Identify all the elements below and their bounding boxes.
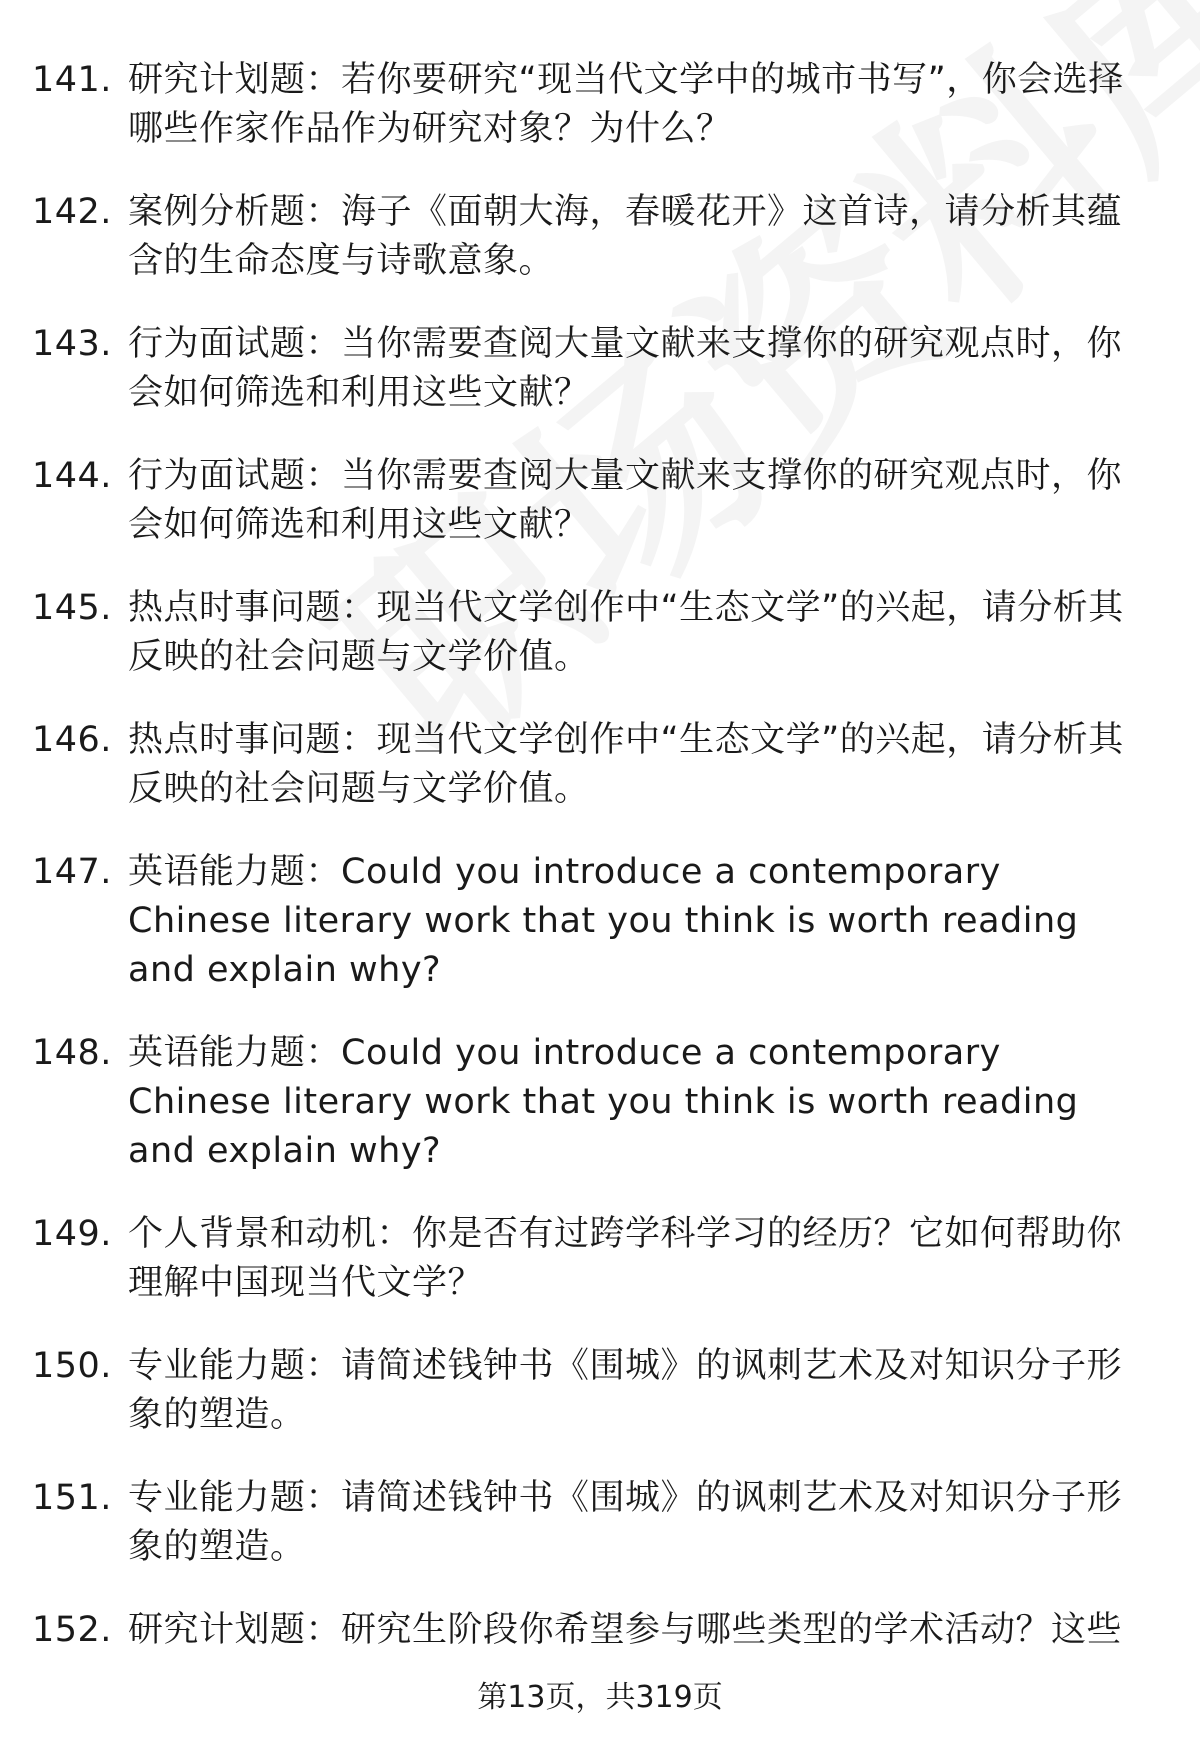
question-text: 热点时事问题：现当代文学创作中“生态文学”的兴起，请分析其反映的社会问题与文学价值。 [128, 588, 1124, 677]
question-number: 146. [32, 720, 112, 760]
list-item [32, 1474, 1142, 1572]
page-footer: 第13页，共319页 [477, 1680, 723, 1715]
question-text: 研究计划题：研究生阶段你希望参与哪些类型的学术活动？这些 [128, 1610, 1123, 1650]
question-number: 148. [32, 1033, 112, 1073]
list-item [32, 188, 1142, 286]
question-text: 行为面试题：当你需要查阅大量文献来支撑你的研究观点时，你会如何筛选和利用这些文献？ [128, 324, 1123, 413]
question-text: 专业能力题：请简述钱钟书《围城》的讽刺艺术及对知识分子形象的塑造。 [128, 1478, 1123, 1567]
question-number: 151. [32, 1478, 112, 1518]
question-text: 行为面试题：当你需要查阅大量文献来支撑你的研究观点时，你会如何筛选和利用这些文献？ [128, 456, 1123, 545]
question-number: 141. [32, 60, 112, 100]
list-item [32, 320, 1142, 418]
list-item [32, 1210, 1142, 1308]
question-number: 152. [32, 1610, 112, 1650]
list-item [32, 1342, 1142, 1440]
question-text: 英语能力题：Could you introduce a contemporary Chinese literary work that you think is worth reading and explain why? [128, 852, 1079, 990]
question-number: 142. [32, 192, 112, 232]
list-item [32, 56, 1142, 154]
list-item [32, 584, 1142, 682]
question-text: 英语能力题：Could you introduce a contemporary Chinese literary work that you think is worth reading and explain why? [128, 1033, 1079, 1171]
list-item [32, 716, 1142, 814]
question-number: 147. [32, 852, 112, 892]
question-text: 个人背景和动机：你是否有过跨学科学习的经历？它如何帮助你理解中国现当代文学？ [128, 1214, 1123, 1303]
question-number: 149. [32, 1214, 112, 1254]
question-text: 热点时事问题：现当代文学创作中“生态文学”的兴起，请分析其反映的社会问题与文学价值。 [128, 720, 1124, 809]
question-text: 案例分析题：海子《面朝大海，春暖花开》这首诗，请分析其蕴含的生命态度与诗歌意象。 [128, 192, 1123, 281]
list-item [32, 1029, 1142, 1176]
list-item [32, 848, 1142, 995]
question-number: 143. [32, 324, 112, 364]
question-number: 150. [32, 1346, 112, 1386]
question-text: 研究计划题：若你要研究“现当代文学中的城市书写”，你会选择哪些作家作品作为研究对象？为什么？ [128, 60, 1124, 149]
question-number: 144. [32, 456, 112, 496]
question-number: 145. [32, 588, 112, 628]
question-text: 专业能力题：请简述钱钟书《围城》的讽刺艺术及对知识分子形象的塑造。 [128, 1346, 1123, 1435]
list-item [32, 452, 1142, 550]
list-item [32, 1606, 1142, 1655]
question-list [32, 56, 1142, 1689]
